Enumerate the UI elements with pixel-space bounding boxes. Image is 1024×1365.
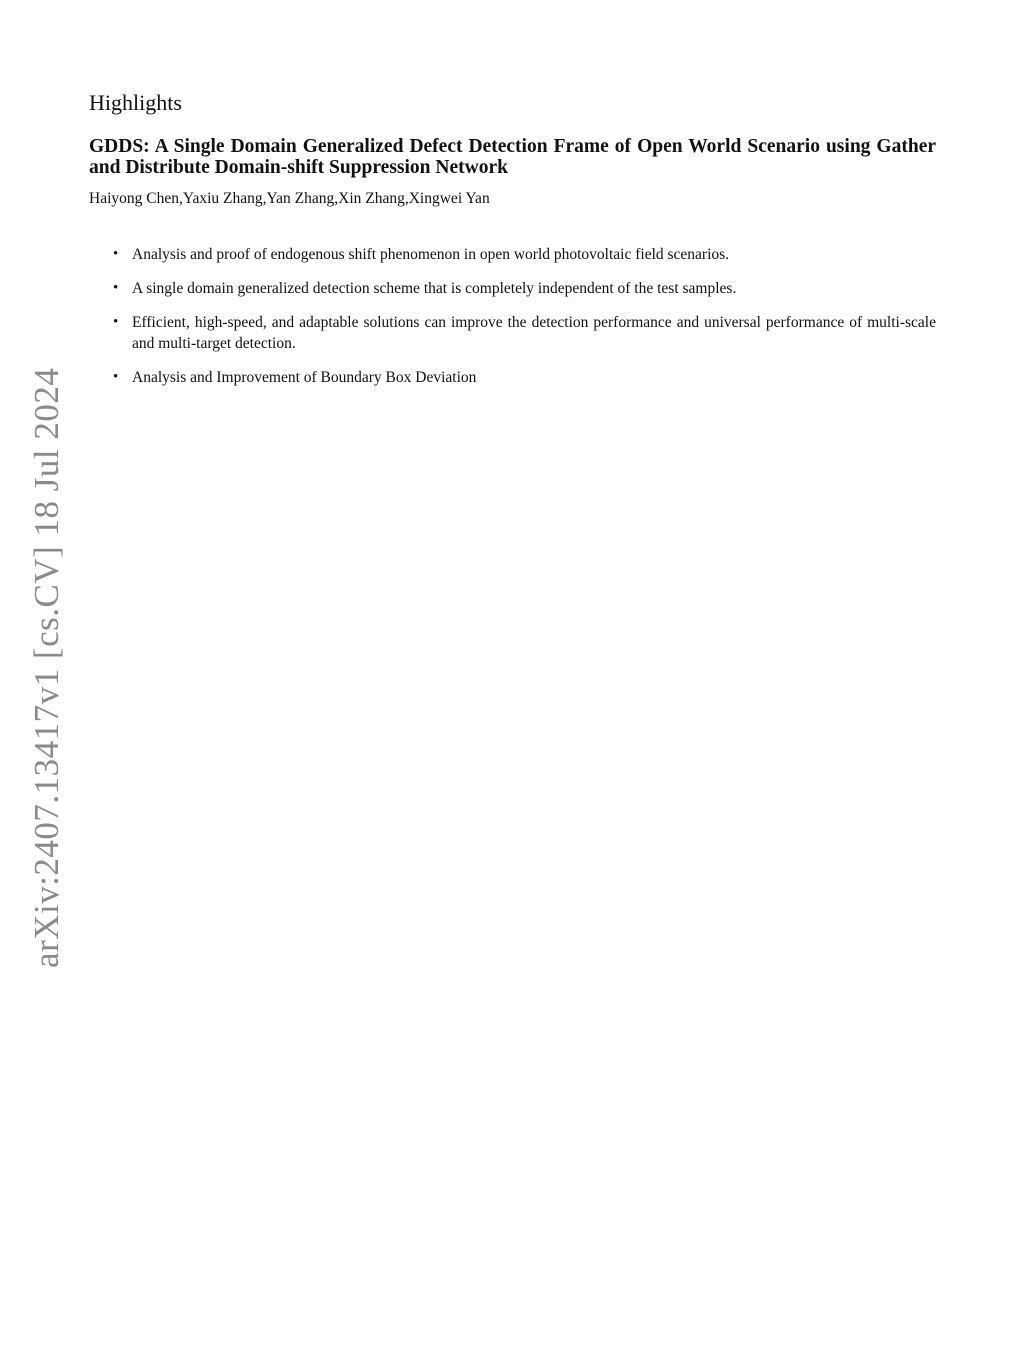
arxiv-identifier-stamp: arXiv:2407.13417v1 [cs.CV] 18 Jul 2024 [27, 367, 66, 968]
bullet-icon: • [113, 280, 119, 296]
highlight-item [89, 312, 936, 354]
highlight-text: Analysis and Improvement of Boundary Box Deviation [132, 369, 477, 386]
author-list: Haiyong Chen,Yaxiu Zhang,Yan Zhang,Xin Zhang,Xingwei Yan [89, 190, 490, 207]
bullet-icon: • [113, 246, 119, 262]
highlight-text: Analysis and proof of endogenous shift phenomenon in open world photovoltaic field scenarios. [132, 246, 730, 263]
highlights-section [89, 88, 936, 401]
highlight-text: Efficient, high-speed, and adaptable solutions can improve the detection performance and universal performance of multi-scale and multi-target detection. [132, 314, 936, 352]
paper-title: GDDS: A Single Domain Generalized Defect Detection Frame of Open World Scenario using Gather and Distribute Domain-shift Suppression Network [89, 136, 936, 178]
highlight-list [89, 244, 936, 388]
highlight-item [89, 244, 936, 265]
bullet-icon: • [113, 369, 119, 385]
highlight-item [89, 367, 936, 388]
highlight-text: A single domain generalized detection scheme that is completely independent of the test samples. [132, 280, 737, 297]
bullet-icon: • [113, 314, 119, 330]
highlight-item [89, 278, 936, 299]
section-heading: Highlights [89, 90, 182, 115]
